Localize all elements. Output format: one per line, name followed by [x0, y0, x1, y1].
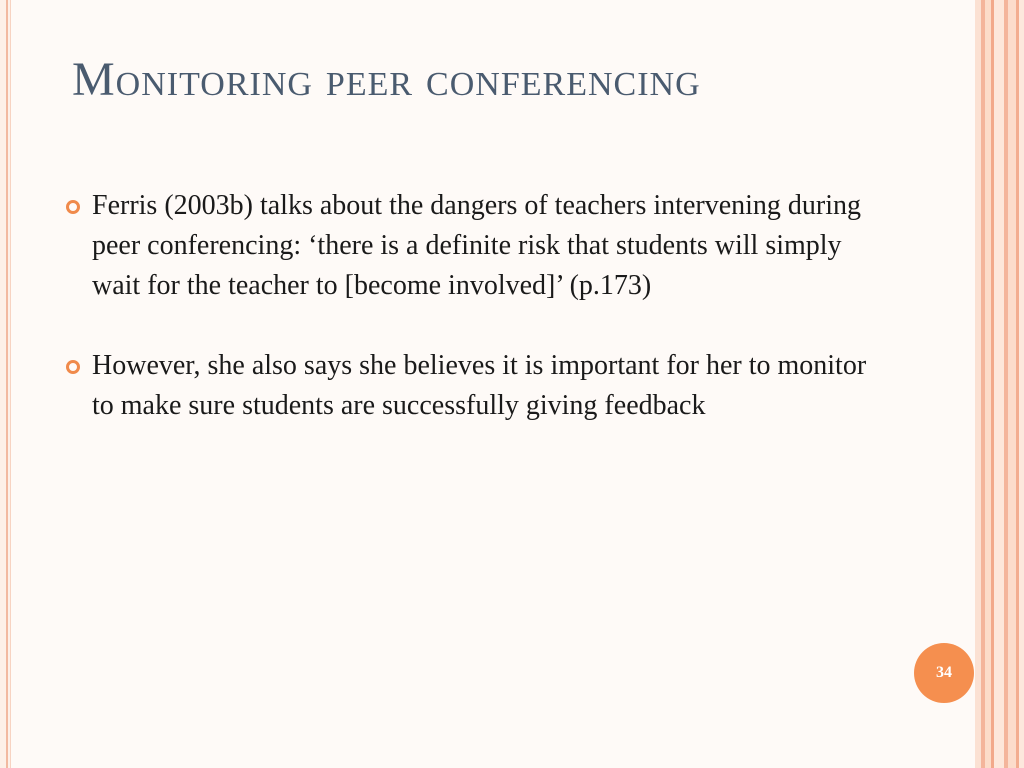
bullet-text: Ferris (2003b) talks about the dangers of teachers intervening during peer conferencing: ‘there is a definite risk that students will simply wait for the teacher to [become involved]’ (p.173): [92, 190, 862, 301]
bullet-list: [62, 186, 882, 466]
stripe: [994, 0, 1004, 768]
stripe: [1008, 0, 1016, 768]
left-frame-line: [6, 0, 8, 768]
bullet-text: However, she also says she believes it is important for her to monitor to make sure students are successfully giving feedback: [92, 350, 867, 421]
bullet-item: [62, 186, 882, 306]
page-number-badge: 34: [914, 643, 974, 703]
bullet-item: [62, 346, 882, 426]
ring-bullet-icon: [66, 200, 80, 214]
slide-title: Monitoring peer conferencing: [72, 53, 701, 106]
ring-bullet-icon: [66, 360, 80, 374]
stripe: [1019, 0, 1024, 768]
